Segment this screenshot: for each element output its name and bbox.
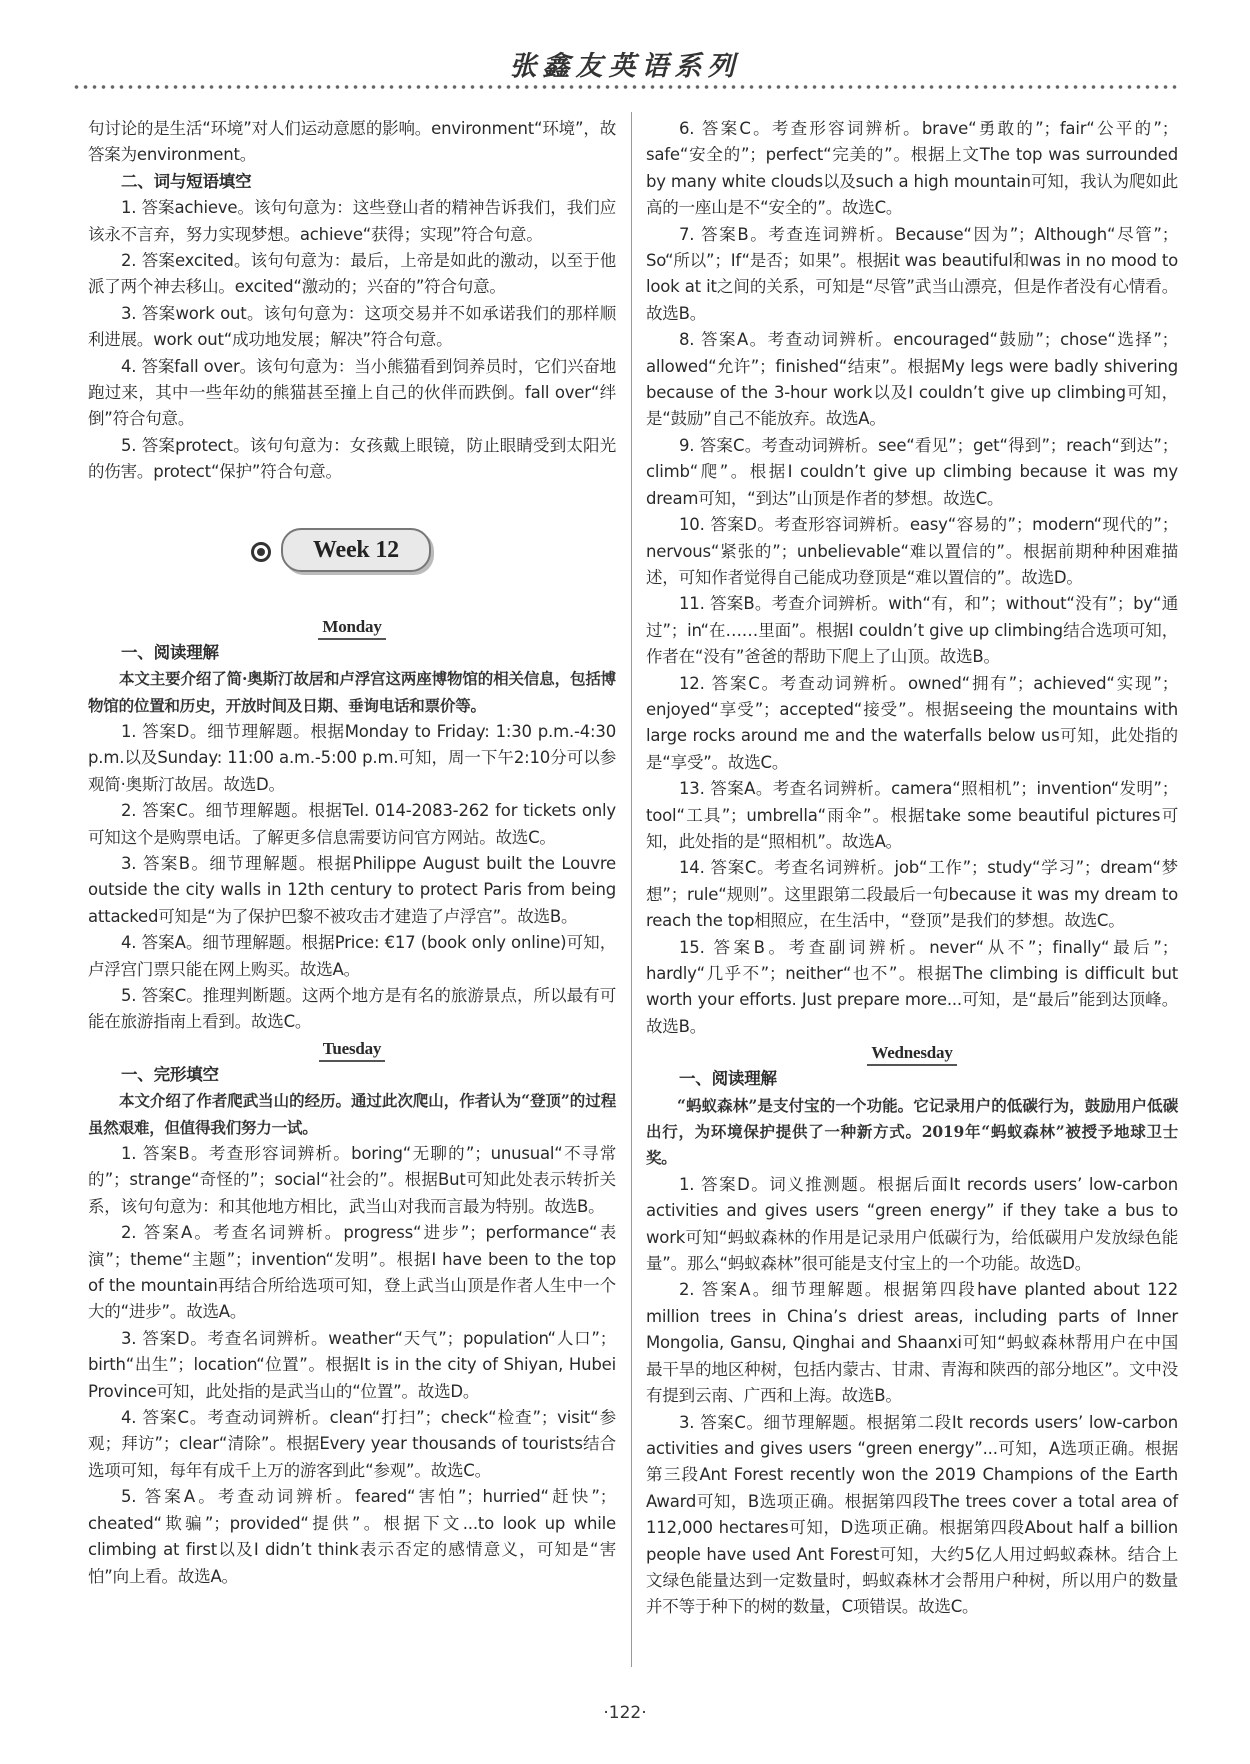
section-heading-cloze: 一、完形填空 — [121, 1064, 219, 1084]
tuesday-answer-1: 1. 答案B。考查形容词辨析。boring“无聊的”；unusual“不寻常的”；strange“奇怪的”；social“社会的”。根据But可知此处表示转折关系，该句句意为：和其他地方相比，武当山对我而言最为特别。故选B。 — [88, 1144, 616, 1216]
day-label: Wednesday — [867, 1042, 956, 1066]
tuesday-answer-6: 6. 答案C。考查形容词辨析。brave“勇敢的”；fair“公平的”；safe“安全的”；perfect“完美的”。根据上文The top was surrounded by many white clouds以及such a high mountain可知，我认为爬如此高的一座山是不“安全的”。故选C。 — [646, 119, 1178, 218]
wednesday-summary: “蚂蚁森林”是支付宝的一个功能。它记录用户的低碳行为，鼓励用户低碳出行，为环境保护提供了一种新方式。2019年“蚂蚁森林”被授予地球卫士奖。 — [646, 1095, 1178, 1168]
tuesday-answer-9: 9. 答案C。考查动词辨析。see“看见”；get“得到”；reach“到达”；climb“爬”。根据I couldn’t give up climbing because it was my dream可知，“到达”山顶是作者的梦想。故选C。 — [646, 435, 1178, 508]
right-column — [646, 116, 1178, 1621]
tuesday-answer-4: 4. 答案C。考查动词辨析。clean“打扫”；check“检查”；visit“参观；拜访”；clear“清除”。根据Every year thousands of tourists结合选项可知，每年有成千上万的游客到此“参观”。故选C。 — [88, 1408, 616, 1480]
tuesday-answer-12: 12. 答案C。考查动词辨析。owned“拥有”；achieved“实现”；enjoyed“享受”；accepted“接受”。根据seeing the mountains with large rocks around me and the waterfalls below us可知，此处指的是“享受”。故选C。 — [646, 673, 1178, 772]
section-heading-reading: 一、阅读理解 — [679, 1069, 777, 1089]
wednesday-answer-3: 3. 答案C。细节理解题。根据第二段It records users’ low-carbon activities and gives users “green energy”...可知，A选项正确。根据第三段Ant Forest recently won the 2019 Champions of the Earth Award可知，B选项正确。根据第四段The trees cover a total area of 112,000 hectares可知，D选项正确。根据第四段About half a billion people have used Ant Forest可知，大约5亿人用过蚂蚁森林。结合上文绿色能量达到一定数量时，蚂蚁森林才会帮用户种树，所以用户的数量并不等于种下的树的数量，C项错误。故选C。 — [646, 1412, 1178, 1617]
tuesday-answer-11: 11. 答案B。考查介词辨析。with“有，和”；without“没有”；by“通过”；in“在……里面”。根据I couldn’t give up climbing结合选项可知，作者在“没有”爸爸的帮助下爬上了山顶。故选B。 — [646, 594, 1178, 667]
tuesday-answer-7: 7. 答案B。考查连词辨析。Because“因为”；Although“尽管”；So“所以”；If“是否；如果”。根据it was beautiful和was in no mood to look at it之间的关系，可知是“尽管”武当山漂亮，但是作者没有心情看。故选B。 — [646, 224, 1178, 323]
fill-answer-3: 3. 答案work out。该句句意为：这项交易并不如承诺我们的那样顺利进展。work out“成功地发展；解决”符合句意。 — [88, 303, 616, 350]
tuesday-answer-8: 8. 答案A。考查动词辨析。encouraged“鼓励”；chose“选择”；allowed“允许”；finished“结束”。根据My legs were badly shivering because of the 3-hour work以及I couldn’t give up climbing可知，是“鼓励”自己不能放弃。故选A。 — [646, 330, 1178, 429]
monday-answer-2: 2. 答案C。细节理解题。根据Tel. 014-2083-262 for tickets only可知这个是购票电话。了解更多信息需要访问官方网站。故选C。 — [88, 801, 616, 847]
tuesday-answer-15: 15. 答案B。考查副词辨析。never“从不”；finally“最后”；hardly“几乎不”；neither“也不”。根据The climbing is difficult but worth your efforts. Just prepare more...可知，是“最后”能到达顶峰。故选B。 — [646, 937, 1178, 1036]
left-column — [88, 116, 616, 1590]
fill-answer-1: 1. 答案achieve。该句句意为：这些登山者的精神告诉我们，我们应该永不言弃，努力实现梦想。achieve“获得；实现”符合句意。 — [88, 198, 616, 244]
week-banner — [88, 486, 616, 614]
bullet-circle-icon — [251, 542, 271, 562]
tuesday-answer-10: 10. 答案D。考查形容词辨析。easy“容易的”；modern“现代的”；nervous“紧张的”；unbelievable“难以置信的”。根据前期种种困难描述，可知作者觉得自己能成功登顶是“难以置信的”。故选D。 — [646, 515, 1178, 587]
day-heading-monday — [88, 616, 616, 640]
day-label: Monday — [318, 616, 385, 640]
tuesday-answer-2: 2. 答案A。考查名词辨析。progress“进步”；performance“表演”；theme“主题”；invention“发明”。根据I have been to the top of the mountain再结合所给选项可知，登上武当山顶是作者人生中一个大的“进步”。故选A。 — [88, 1223, 616, 1322]
series-title: 张鑫友英语系列 — [509, 51, 741, 82]
week-label: Week 12 — [281, 528, 431, 572]
tuesday-answer-13: 13. 答案A。考查名词辨析。camera“照相机”；invention“发明”；tool“工具”；umbrella“雨伞”。根据take some beautiful pictures可知，此处指的是“照相机”。故选A。 — [646, 779, 1178, 851]
monday-answer-3: 3. 答案B。细节理解题。根据Philippe August built the Louvre outside the city walls in 12th century to protect Paris from being attacked可知是“为了保护巴黎不被攻击才建造了卢浮宫”。故选B。 — [88, 853, 616, 926]
fill-answer-4: 4. 答案fall over。该句句意为：当小熊猫看到饲养员时，它们兴奋地跑过来，其中一些年幼的熊猫甚至撞上自己的伙伴而跌倒。fall over“绊倒”符合句意。 — [88, 356, 616, 429]
section-heading-reading: 一、阅读理解 — [121, 642, 219, 662]
day-heading-tuesday — [88, 1038, 616, 1062]
monday-answer-1: 1. 答案D。细节理解题。根据Monday to Friday: 1:30 p.m.-4:30 p.m.以及Sunday: 11:00 a.m.-5:00 p.m.可知，周一下午2:10分可以参观简·奥斯汀故居。故选D。 — [88, 721, 616, 794]
tuesday-summary: 本文介绍了作者爬武当山的经历。通过此次爬山，作者认为“登顶”的过程虽然艰难，但值得我们努力一试。 — [88, 1091, 616, 1137]
intro-paragraph: 句讨论的是生活“环境”对人们运动意愿的影响。environment“环境”，故答案为environment。 — [88, 119, 616, 165]
day-heading-wednesday — [646, 1042, 1178, 1066]
day-label: Tuesday — [319, 1038, 385, 1062]
tuesday-answer-14: 14. 答案C。考查名词辨析。job“工作”；study“学习”；dream“梦想”；rule“规则”。这里跟第二段最后一句because it was my dream to reach the top相照应，在生活中，“登顶”是我们的梦想。故选C。 — [646, 858, 1178, 931]
fill-answer-5: 5. 答案protect。该句句意为：女孩戴上眼镜，防止眼睛受到太阳光的伤害。protect“保护”符合句意。 — [88, 435, 616, 482]
tuesday-answer-5: 5. 答案A。考查动词辨析。feared“害怕”；hurried“赶快”；cheated“欺骗”；provided“提供”。根据下文...to look up while climbing at first以及I didn’t think表示否定的感情意义，可知是“害怕”向上看。故选A。 — [88, 1487, 616, 1586]
tuesday-answer-3: 3. 答案D。考查名词辨析。weather“天气”；population“人口”；birth“出生”；location“位置”。根据It is in the city of Shiyan, Hubei Province可知，此处指的是武当山的“位置”。故选D。 — [88, 1328, 616, 1401]
page-number: ·122· — [603, 1703, 647, 1723]
monday-answer-5: 5. 答案C。推理判断题。这两个地方是有名的旅游景点，所以最有可能在旅游指南上看到。故选C。 — [88, 985, 616, 1032]
wednesday-answer-1: 1. 答案D。词义推测题。根据后面It records users’ low-carbon activities and gives users “green energy” if they take a bus to work可知“蚂蚁森林的作用是记录用户低碳行为，给低碳用户发放绿色能量”。那么“蚂蚁森林”很可能是支付宝上的一个功能。故选D。 — [646, 1174, 1178, 1274]
column-divider — [631, 112, 632, 1667]
header-dotted-rule — [72, 82, 1178, 92]
wednesday-answer-2: 2. 答案A。细节理解题。根据第四段have planted about 122 million trees in China’s driest areas, including parts of Inner Mongolia, Gansu, Qinghai and Shaanxi可知“蚂蚁森林帮用户在中国最干旱的地区种树，包括内蒙古、甘肃、青海和陕西的部分地区”。文中没有提到云南、广西和上海。故选B。 — [646, 1280, 1178, 1406]
monday-summary: 本文主要介绍了简·奥斯汀故居和卢浮宫这两座博物馆的相关信息，包括博物馆的位置和历史，开放时间及日期、垂询电话和票价等。 — [88, 669, 616, 715]
section-heading-fill: 二、词与短语填空 — [121, 171, 252, 191]
monday-answer-4: 4. 答案A。细节理解题。根据Price: €17 (book only online)可知，卢浮宫门票只能在网上购买。故选A。 — [88, 933, 616, 979]
fill-answer-2: 2. 答案excited。该句句意为：最后，上帝是如此的激动，以至于他派了两个神去移山。excited“激动的；兴奋的”符合句意。 — [88, 251, 616, 297]
